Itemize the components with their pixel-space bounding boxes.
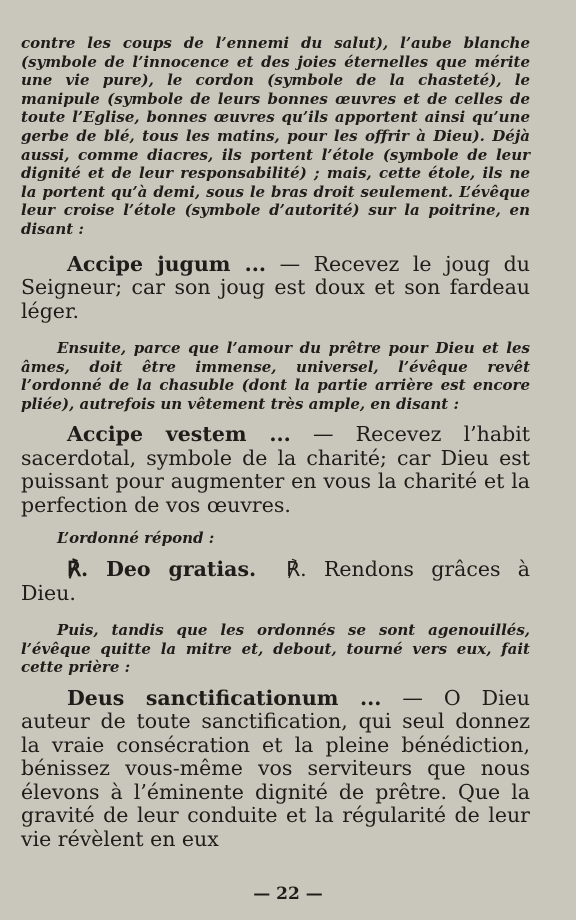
prayer-incipit: Accipe jugum ... <box>67 251 267 276</box>
prayer-incipit: Accipe vestem ... <box>67 422 291 447</box>
response-symbol: ℟. <box>67 557 89 581</box>
prayer-incipit: Deus sanctificationum ... <box>67 685 382 710</box>
response-paragraph <box>21 558 530 605</box>
page-number: — 22 — <box>253 884 323 904</box>
prayer-text: — Recevez le joug du Seigneur; car son joug est doux et son fardeau léger. <box>21 251 530 323</box>
rubric-paragraph: contre les coups de l’ennemi du salut), l’aube blanche (symbole de l’innocence et des joies éternelles que mérite une vie pure), le cordon (symbole de la chasteté), le manipule (symbole de leurs bonnes œuvres et de celles de toute l’Eglise, bonnes œuvres qu’ils apportent ainsi qu’une gerbe de blé, tous les matins, pour les offrir à Dieu). Déjà aussi, comme diacres, ils portent l’étole (symbole de leur dignité et de leur responsabilité) ; mais, cette étole, ils ne la portent qu’à demi, sous le bras droit seulement. L’évêque leur croise l’étole (symbole d’autorité) sur la poitrine, en disant : <box>21 34 530 238</box>
rubric-paragraph: Puis, tandis que les ordonnés se sont agenouillés, l’évêque quitte la mitre et, debout, tourné vers eux, fait cette prière : <box>21 621 530 677</box>
response-latin: Deo gratias. <box>88 557 257 581</box>
response-symbol: ℟. <box>286 557 307 581</box>
prayer-paragraph <box>21 687 530 852</box>
response-french: Rendons grâces à Dieu. <box>21 557 530 605</box>
prayer-paragraph <box>21 423 530 517</box>
rubric-paragraph: L’ordonné répond : <box>57 529 215 548</box>
prayer-text: — Recevez l’habit sacerdotal, symbole de la charité; car Dieu est puissant pour augmenter en vous la charité et la perfection de vos œuvres. <box>21 422 530 517</box>
prayer-paragraph <box>21 253 530 324</box>
rubric-paragraph: Ensuite, parce que l’amour du prêtre pour Dieu et les âmes, doit être immense, universel, l’évêque revêt l’ordonné de la chasuble (dont la partie arrière est encore pliée), autrefois un vêtement très ample, en disant : <box>21 339 530 413</box>
prayer-text: — O Dieu auteur de toute sanctification, qui seul donnez la vraie consécration et la pleine bénédiction, bénissez vous-même vos serviteurs que nous élevons à l’éminente dignité de prêtre. Que la gravité de leur conduite et la régularité de leur vie révèlent en eux <box>21 685 530 851</box>
